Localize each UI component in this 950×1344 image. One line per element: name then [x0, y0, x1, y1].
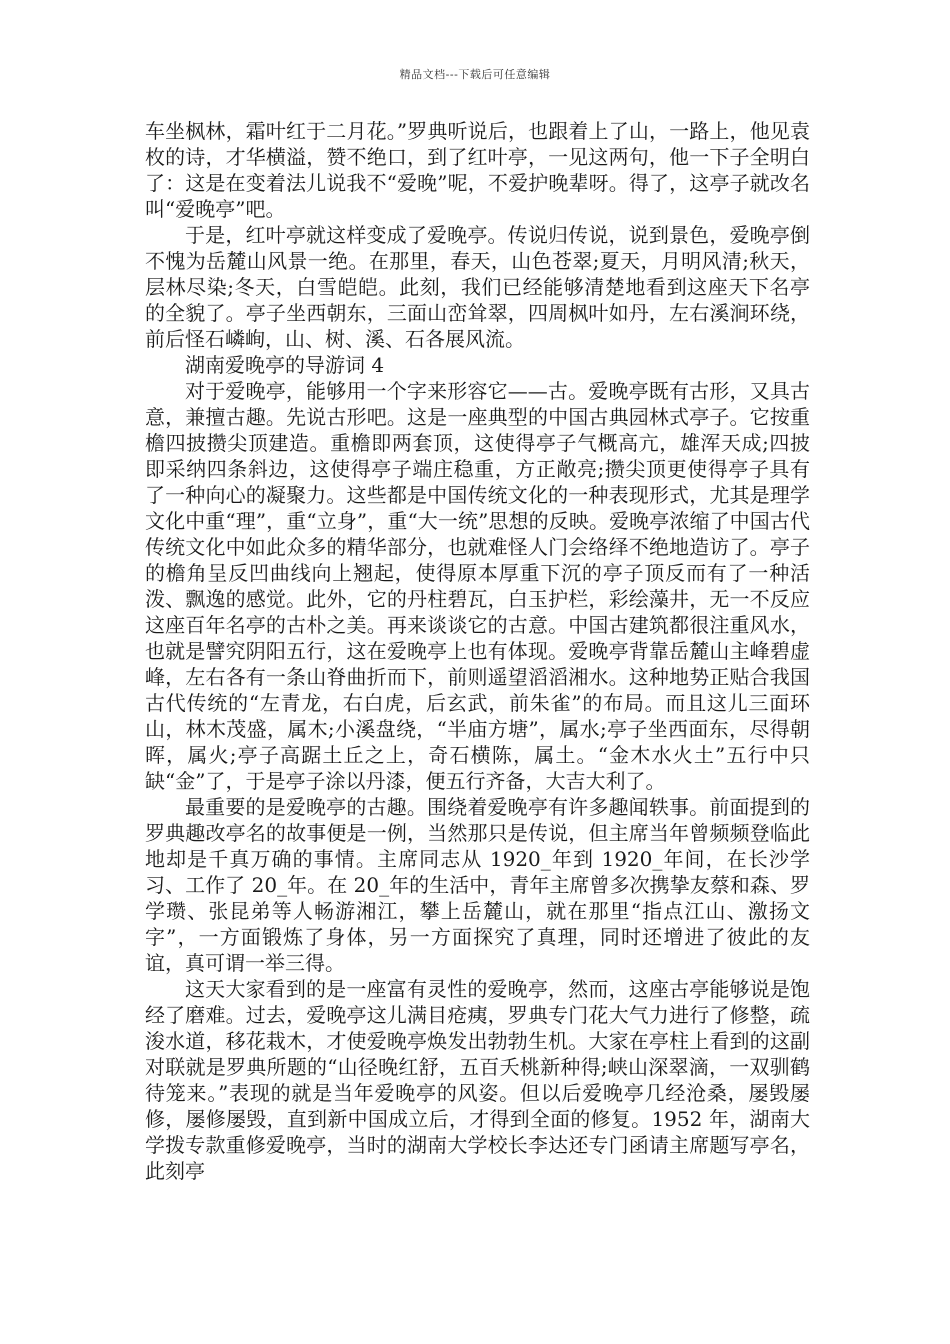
paragraph: 于是，红叶亭就这样变成了爱晚亭。传说归传说，说到景色，爱晚亭倒不愧为岳麓山风景一绝。在那里，春天，山色苍翠;夏天，月明风清;秋天，层林尽染;冬天，白雪皑皑。此刻，我们已经能够清楚地看到这座天下名亭的全貌了。亭子坐西朝东，三面山峦耸翠，四周枫叶如丹，左右溪涧环绕，前后怪石嶙峋，山、树、溪、石各展风流。 [145, 223, 810, 351]
paragraph: 最重要的是爱晚亭的古趣。围绕着爱晚亭有许多趣闻轶事。前面提到的罗典趣改亭名的故事便是一例，当然那只是传说，但主席当年曾频频登临此地却是千真万确的事情。主席同志从 1920_年到 1920_年间，在长沙学习、工作了 20_年。在 20_年的生活中，青年主席曾多次携挚友蔡和森、罗学瓒、张昆弟等人畅游湘江，攀上岳麓山，就在那里“指点江山、激扬文字”，一方面锻炼了身体，另一方面探究了真理，同时还增进了彼此的友谊，真可谓一举三得。 [145, 795, 810, 975]
paragraph: 车坐枫林，霜叶红于二月花。”罗典听说后，也跟着上了山，一路上，他见袁枚的诗，才华横溢，赞不绝口，到了红叶亭，一见这两句，他一下子全明白了：这是在变着法儿说我不“爱晚”呢，不爱护晚辈呀。得了，这亭子就改名叫“爱晚亭”吧。 [145, 119, 810, 221]
paragraph: 这天大家看到的是一座富有灵性的爱晚亭，然而，这座古亭能够说是饱经了磨难。过去，爱晚亭这儿满目疮痍，罗典专门花大气力进行了修整，疏浚水道，移花栽木，才使爱晚亭焕发出勃勃生机。大家在亭柱上看到的这副对联就是罗典所题的“山径晚红舒，五百夭桃新种得;峡山深翠滴，一双驯鹤待笼来。”表现的就是当年爱晚亭的风姿。但以后爱晚亭几经沧桑，屡毁屡修，屡修屡毁，直到新中国成立后，才得到全面的修复。1952 年，湖南大学拨专款重修爱晚亭，当时的湖南大学校长李达还专门函请主席题写亭名，此刻亭 [145, 977, 810, 1183]
document-body [145, 118, 810, 1184]
paragraph: 对于爱晚亭，能够用一个字来形容它——古。爱晚亭既有古形，又具古意，兼擅古趣。先说古形吧。这是一座典型的中国古典园林式亭子。它按重檐四披攒尖顶建造。重檐即两套顶，这使得亭子气概高亢，雄浑天成;四披即采纳四条斜边，这使得亭子端庄稳重，方正敞亮;攒尖顶更使得亭子具有了一种向心的凝聚力。这些都是中国传统文化的一种表现形式，尤其是理学文化中重“理”，重“立身”，重“大一统”思想的反映。爱晚亭浓缩了中国古代传统文化中如此众多的精华部分，也就难怪人门会络绎不绝地造访了。亭子的檐角呈反凹曲线向上翘起，使得原本厚重下沉的亭子顶反而有了一种活泼、飘逸的感觉。此外，它的丹柱碧瓦，白玉护栏，彩绘藻井，无一不反应这座百年名亭的古朴之美。再来谈谈它的古意。中国古建筑都很注重风水，也就是譬究阴阳五行，这在爱晚亭上也有体现。爱晚亭背靠岳麓山主峰碧虚峰，左右各有一条山脊曲折而下，前则遥望滔滔湘水。这种地势正贴合我国古代传统的“左青龙，右白虎，后玄武，前朱雀”的布局。而且这儿三面环山，林木茂盛，属木;小溪盘绕，“半庙方塘”，属水;亭子坐西面东，尽得朝晖，属火;亭子高踞土丘之上，奇石横陈，属土。“金木水火土”五行中只缺“金”了，于是亭子涂以丹漆，便五行齐备，大吉大利了。 [145, 379, 810, 793]
page-header: 精品文档---下载后可任意编辑 [399, 68, 551, 81]
section-heading: 湖南爱晚亭的导游词 4 [185, 353, 385, 377]
